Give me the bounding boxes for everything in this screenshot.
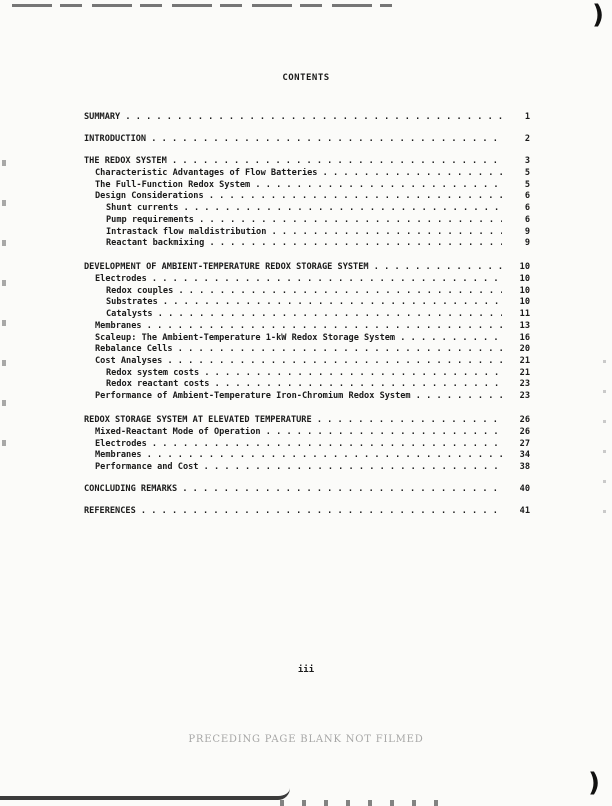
toc-entry-page: 40 xyxy=(519,484,530,495)
toc-entry xyxy=(84,427,530,439)
toc-entry xyxy=(84,333,530,345)
toc-entry xyxy=(84,203,530,215)
toc-entry xyxy=(84,180,530,192)
toc-entry xyxy=(84,439,530,451)
toc-entry xyxy=(84,379,530,391)
toc-entry xyxy=(84,191,530,203)
toc-entry-page: 5 xyxy=(524,168,530,179)
toc-entry-title: Catalysts . . . xyxy=(84,309,502,321)
toc-entry-page: 21 xyxy=(519,355,530,366)
toc-entry-title: Pump requirements . . . xyxy=(84,215,502,227)
toc-entry-page: 11 xyxy=(519,309,530,320)
toc-entry xyxy=(84,321,530,333)
toc-entry-title: REDOX STORAGE SYSTEM AT ELEVATED TEMPERATURE . . . xyxy=(84,415,502,427)
toc-entry-title: DEVELOPMENT OF AMBIENT-TEMPERATURE REDOX STORAGE SYSTEM . . . xyxy=(84,262,502,274)
toc-entry-page: 10 xyxy=(519,262,530,273)
toc-entry xyxy=(84,168,530,180)
toc-entry xyxy=(84,134,530,146)
toc-entry-page: 6 xyxy=(524,191,530,202)
toc-entry-page: 38 xyxy=(519,461,530,472)
toc-entry-page: 9 xyxy=(524,226,530,237)
toc-entry-page: 27 xyxy=(519,438,530,449)
toc-entry-title: Shunt currents . . . xyxy=(84,203,502,215)
toc-entry xyxy=(84,297,530,309)
toc-entry-title: Scaleup: The Ambient-Temperature 1-kW Redox Storage System . . . xyxy=(84,333,502,345)
toc-entry-title: REFERENCES . . . xyxy=(84,506,502,518)
toc-entry-title: Characteristic Advantages of Flow Batteries . . . xyxy=(84,168,502,180)
toc-entry-title: Performance of Ambient-Temperature Iron-Chromium Redox System . . . xyxy=(84,391,502,403)
scan-artifact-top-rule xyxy=(12,4,392,7)
toc-entry-page: 9 xyxy=(524,238,530,249)
toc-entry-page: 26 xyxy=(519,426,530,437)
toc-entry xyxy=(84,262,530,274)
toc-entry-title: Rebalance Cells . . . xyxy=(84,344,502,356)
toc-entry-title: Electrodes . . . xyxy=(84,439,502,451)
toc-entry-page: 23 xyxy=(519,379,530,390)
toc-entry-title: Membranes . . . xyxy=(84,450,502,462)
toc-entry xyxy=(84,274,530,286)
toc-entry-title: Cost Analyses . . . xyxy=(84,356,502,368)
toc-entry-title: Performance and Cost . . . xyxy=(84,462,502,474)
toc-entry-page: 23 xyxy=(519,390,530,401)
toc-entry-page: 5 xyxy=(524,179,530,190)
toc-entry xyxy=(84,484,530,496)
toc-entry-page: 1 xyxy=(524,112,530,122)
toc-entry xyxy=(84,356,530,368)
toc-entry-page: 2 xyxy=(524,134,530,145)
toc-entry-title: Redox reactant costs . . . xyxy=(84,379,502,391)
toc-entry xyxy=(84,286,530,298)
scan-artifact-left-margin xyxy=(2,160,6,480)
toc-entry-page: 10 xyxy=(519,274,530,285)
toc-entry-page: 3 xyxy=(524,156,530,167)
toc-entry-title: SUMMARY . . . xyxy=(84,112,502,124)
toc-entry-title: Design Considerations . . . xyxy=(84,191,502,203)
toc-entry-page: 6 xyxy=(524,203,530,214)
toc-entry xyxy=(84,238,530,250)
toc-entry-title: Substrates . . . xyxy=(84,297,502,309)
toc-entry-page: 6 xyxy=(524,214,530,225)
toc-entry-page: 10 xyxy=(519,285,530,296)
contents-heading: CONTENTS xyxy=(282,73,330,83)
toc-entry-page: 10 xyxy=(519,297,530,308)
toc-entry-title: Intrastack flow maldistribution . . . xyxy=(84,227,502,239)
toc-entry-page: 13 xyxy=(519,320,530,331)
toc-entry xyxy=(84,309,530,321)
scan-artifact-bottom-rule xyxy=(0,788,290,800)
toc-entry xyxy=(84,215,530,227)
preceding-page-stamp: PRECEDING PAGE BLANK NOT FILMED xyxy=(188,734,424,745)
toc-entry-title: Redox system costs . . . xyxy=(84,368,502,380)
toc-entry-page: 21 xyxy=(519,367,530,378)
registration-mark-icon: ) xyxy=(592,0,604,30)
toc-entry-page: 34 xyxy=(519,450,530,461)
toc-entry-title: CONCLUDING REMARKS . . . xyxy=(84,484,502,496)
toc-entry-title: Membranes . . . xyxy=(84,321,502,333)
toc-entry-title: The Full-Function Redox System . . . xyxy=(84,180,502,192)
page-number: iii xyxy=(297,665,315,675)
toc-entry xyxy=(84,506,530,518)
toc-entry-title: INTRODUCTION . . . xyxy=(84,134,502,146)
registration-mark-bottom-icon: ) xyxy=(588,768,600,798)
toc-entry-page: 26 xyxy=(519,415,530,426)
toc-entry-page: 41 xyxy=(519,506,530,517)
toc-entry xyxy=(84,415,530,427)
scan-artifact-bottom-specks xyxy=(280,800,440,806)
toc-entry-title: Reactant backmixing . . . xyxy=(84,238,502,250)
toc-entry xyxy=(84,227,530,239)
toc-entry-page: 16 xyxy=(519,332,530,343)
toc-entry xyxy=(84,450,530,462)
scan-artifact-right-margin xyxy=(603,360,606,540)
table-of-contents xyxy=(84,112,530,518)
toc-entry xyxy=(84,462,530,474)
toc-entry xyxy=(84,156,530,168)
toc-entry-title: Mixed-Reactant Mode of Operation . . . xyxy=(84,427,502,439)
toc-entry-title: Electrodes . . . xyxy=(84,274,502,286)
toc-entry xyxy=(84,112,530,124)
toc-entry xyxy=(84,391,530,403)
toc-entry-title: THE REDOX SYSTEM . . . xyxy=(84,156,502,168)
toc-entry-page: 20 xyxy=(519,344,530,355)
toc-entry xyxy=(84,344,530,356)
toc-entry-title: Redox couples . . . xyxy=(84,286,502,298)
toc-entry xyxy=(84,368,530,380)
